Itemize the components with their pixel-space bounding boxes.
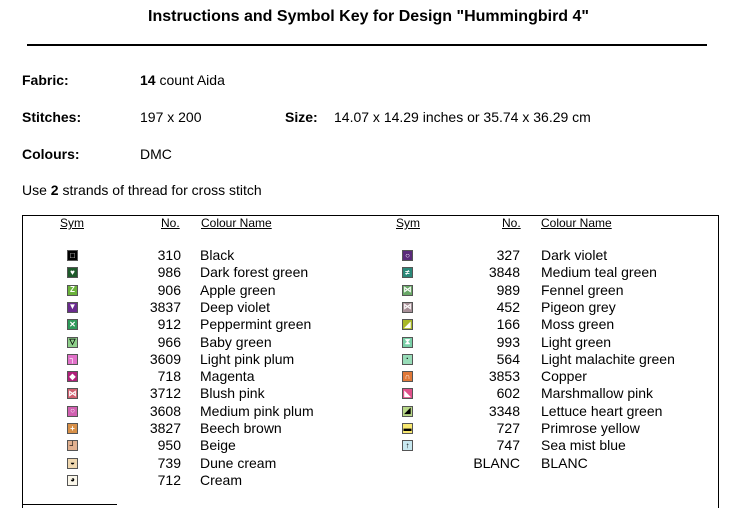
symbol-swatch-icon: ○	[402, 250, 413, 261]
thread-number: 166	[496, 316, 520, 333]
symbol-swatch-icon: ≠	[402, 267, 413, 278]
symbol-swatch-icon: ♥	[67, 267, 78, 278]
list-item	[0, 299, 737, 316]
strands-note	[22, 182, 262, 198]
colour-name: Dune cream	[200, 454, 277, 471]
left-no-header: No.	[161, 216, 180, 230]
list-item	[0, 403, 737, 420]
list-item	[0, 264, 737, 281]
fabric-type: count Aida	[155, 72, 225, 88]
thread-number: 993	[496, 333, 520, 350]
size-label: Size:	[285, 109, 318, 125]
symbol-swatch-icon: Z	[67, 285, 78, 296]
note-pre: Use	[22, 182, 51, 198]
right-name-header: Colour Name	[541, 216, 612, 230]
symbol-swatch-icon: ∩	[402, 371, 413, 382]
thread-number: 3348	[488, 402, 520, 419]
colour-name: Black	[200, 247, 235, 263]
page-title: Instructions and Symbol Key for Design "Hummingbird 4"	[148, 8, 589, 25]
thread-number: 966	[157, 333, 181, 350]
thread-number: 3853	[488, 368, 520, 385]
left-sym-header: Sym	[60, 216, 84, 230]
strand-count: 2	[50, 182, 59, 198]
thread-number: 950	[157, 437, 181, 454]
symbol-swatch-icon: ◢	[402, 406, 413, 417]
symbol-swatch-icon: ⧗	[402, 337, 413, 348]
colour-name: Deep violet	[200, 298, 271, 315]
list-item	[0, 247, 737, 264]
thread-number: 712	[157, 471, 181, 488]
colour-name: Cream	[200, 471, 243, 488]
thread-number: 3609	[149, 350, 181, 367]
colour-name: Beige	[200, 437, 236, 454]
thread-number: 739	[157, 454, 181, 471]
thread-number: 602	[496, 385, 520, 402]
thread-number: 3712	[149, 385, 181, 402]
symbol-swatch-icon: □	[67, 250, 78, 261]
colour-name: Sea mist blue	[541, 437, 626, 454]
right-sym-header: Sym	[396, 216, 420, 230]
colour-name: Blush pink	[200, 385, 265, 402]
colour-name: Apple green	[200, 281, 276, 298]
colour-name: Medium pink plum	[200, 402, 314, 419]
colour-name: Marshmallow pink	[541, 385, 654, 402]
colour-name: Moss green	[541, 316, 615, 333]
colour-name: BLANC	[541, 454, 588, 471]
thread-number: 3837	[149, 298, 181, 315]
thread-number: 3608	[149, 402, 181, 419]
symbol-swatch-icon: ◣	[402, 388, 413, 399]
symbol-swatch-icon: ✕	[67, 319, 78, 330]
symbol-swatch-icon: ⋈	[403, 302, 412, 312]
colour-name: Beech brown	[200, 420, 282, 436]
list-item	[0, 368, 737, 385]
thread-number: 986	[157, 264, 181, 281]
symbol-swatch-icon: ◢	[402, 319, 413, 330]
thread-number: 310	[157, 247, 181, 263]
colours-label: Colours:	[22, 146, 80, 162]
colour-name: Peppermint green	[200, 316, 312, 333]
list-item	[0, 472, 737, 489]
fabric-count: 14	[140, 72, 156, 88]
thread-number: 747	[496, 437, 520, 454]
thread-number: 3827	[149, 420, 181, 436]
symbol-swatch-icon: ┐	[67, 354, 78, 365]
colour-name: Pigeon grey	[541, 298, 616, 315]
thread-number: 3848	[488, 264, 520, 281]
list-item	[0, 385, 737, 402]
list-item	[0, 437, 737, 454]
thread-number: 989	[496, 281, 520, 298]
list-item	[0, 420, 737, 437]
left-name-header: Colour Name	[201, 216, 272, 230]
list-item	[0, 351, 737, 368]
colour-name: Magenta	[200, 368, 255, 385]
list-item	[0, 334, 737, 351]
thread-number: 452	[496, 298, 520, 315]
thread-number: 718	[157, 368, 181, 385]
list-item	[0, 455, 737, 472]
colours-value: DMC	[140, 146, 172, 162]
size-value: 14.07 x 14.29 inches or 35.74 x 36.29 cm	[334, 109, 591, 125]
symbol-swatch-icon: ▽	[67, 337, 78, 348]
list-item	[0, 282, 737, 299]
symbol-swatch-icon: ◕	[67, 475, 78, 486]
note-post: strands of thread for cross stitch	[58, 182, 262, 198]
table-bottom-border	[22, 504, 117, 505]
stitches-label: Stitches:	[22, 109, 82, 125]
symbol-swatch-icon: ○	[67, 406, 78, 417]
symbol-swatch-icon: ◒	[67, 458, 78, 469]
right-no-header: No.	[502, 216, 521, 230]
colour-name: Dark forest green	[200, 264, 309, 281]
colour-name: Baby green	[200, 333, 272, 350]
colour-name: Medium teal green	[541, 264, 657, 281]
thread-number: 327	[496, 247, 520, 263]
thread-number: BLANC	[473, 454, 520, 471]
symbol-swatch-icon: ┘	[67, 440, 78, 451]
title-underline	[27, 44, 707, 46]
list-item	[0, 316, 737, 333]
colour-name: Light pink plum	[200, 350, 295, 367]
symbol-swatch-icon: ◆	[67, 371, 78, 382]
colour-name: Copper	[541, 368, 587, 385]
thread-number: 727	[496, 420, 520, 436]
colour-name: Primrose yellow	[541, 420, 640, 436]
thread-number: 906	[157, 281, 181, 298]
stitches-value: 197 x 200	[140, 109, 202, 125]
fabric-label: Fabric:	[22, 72, 69, 88]
colour-name: Fennel green	[541, 281, 624, 298]
symbol-swatch-icon: +	[67, 423, 78, 434]
symbol-swatch-icon: ⋈	[403, 285, 412, 295]
symbol-swatch-icon: ▬	[403, 423, 412, 433]
symbol-swatch-icon	[402, 458, 413, 469]
colour-name: Lettuce heart green	[541, 402, 663, 419]
symbol-swatch-icon: ↑	[402, 440, 413, 451]
thread-number: 912	[157, 316, 181, 333]
thread-number: 564	[496, 350, 520, 367]
symbol-swatch-icon: ·	[402, 354, 413, 365]
colour-name: Light malachite green	[541, 350, 675, 367]
symbol-swatch-icon: ▼	[68, 302, 77, 312]
colour-name: Light green	[541, 333, 612, 350]
colour-name: Dark violet	[541, 247, 608, 263]
symbol-swatch-icon: ⋈	[68, 388, 77, 398]
fabric-value	[140, 72, 225, 88]
